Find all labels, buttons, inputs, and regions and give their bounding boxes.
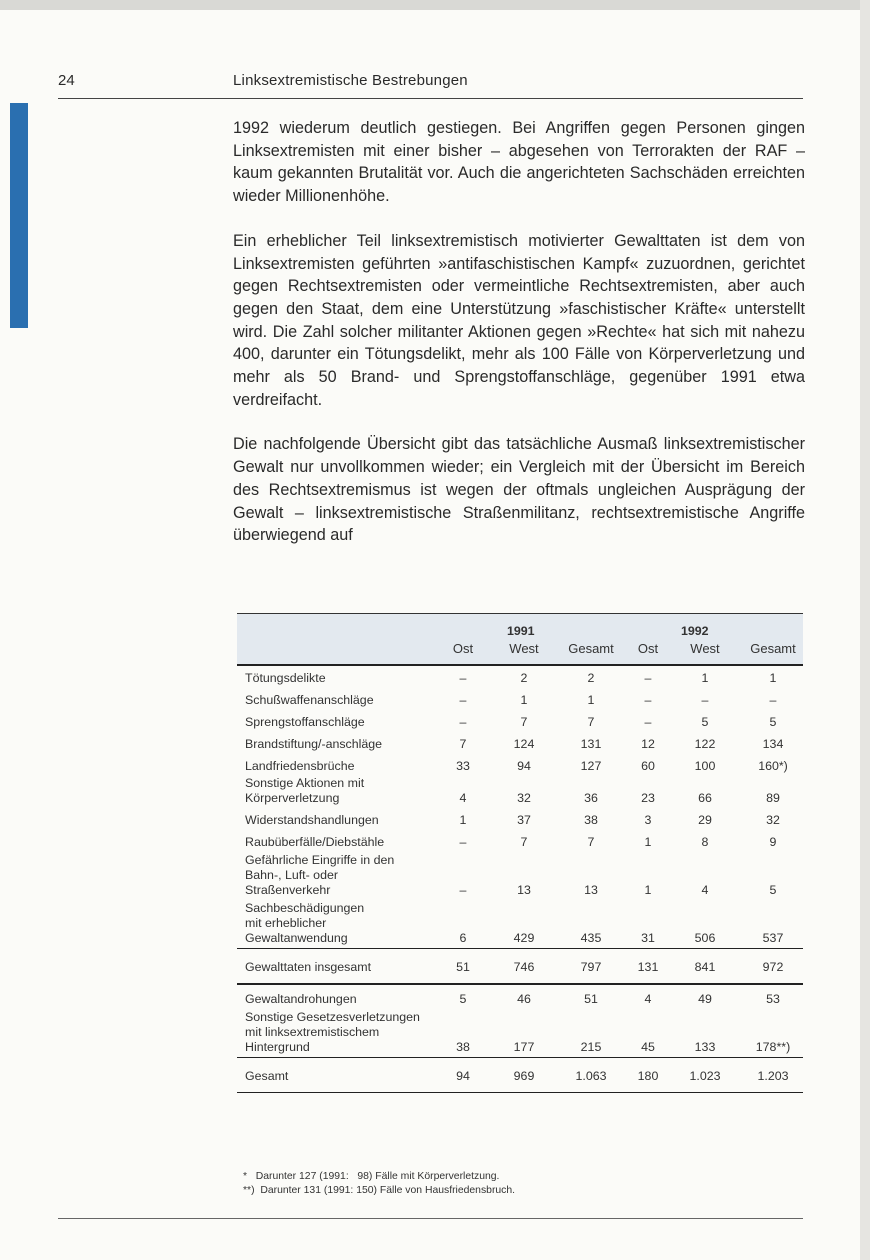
table-cell: 1: [644, 835, 652, 849]
paragraph: Die nachfolgende Übersicht gibt das tatsächliche Ausmaß linksextremistischer Gewalt nur unvollkommen wieder; ein Vergleich mit der Übersicht im Bereich des Rechtsextremismus ist wegen der oftmals ungleichen Ausprägung der Gewalt – linksextremistische Straßenmilitanz, rechtsextremistische Angriffe überwiegend auf: [233, 435, 805, 545]
table-cell: 1.203: [757, 1069, 789, 1083]
table-cell: 7: [587, 715, 595, 729]
table-cell: 45: [641, 1040, 655, 1054]
table-cell: 133: [694, 1040, 716, 1054]
table-cell: –: [644, 671, 652, 685]
column-header: West: [690, 641, 720, 656]
table-cell: 94: [456, 1069, 470, 1083]
column-header: Ost: [637, 641, 659, 656]
table-row: [237, 710, 803, 732]
table-cell: 1: [459, 813, 467, 827]
table-cell: 5: [769, 715, 777, 729]
table-cell: 5: [459, 992, 467, 1006]
table-cell: 122: [694, 737, 716, 751]
body-text: [233, 117, 805, 569]
footnotes: [243, 1170, 515, 1198]
table-body: [237, 666, 803, 1093]
table-cell: 969: [513, 1069, 535, 1083]
table-cell: –: [769, 693, 777, 707]
table-row: [237, 983, 803, 1009]
table-cell: 46: [517, 992, 531, 1006]
table-cell: 1: [701, 671, 709, 685]
column-header: Gesamt: [568, 641, 614, 656]
table-cell: 506: [694, 931, 716, 945]
table-cell: 94: [517, 759, 531, 773]
row-label: Gefährliche Eingriffe in den Bahn-, Luft- oder Straßenverkehr: [245, 853, 395, 897]
table-row: [237, 900, 803, 948]
row-label: Raubüberfälle/Diebstähle: [245, 835, 385, 849]
year-1992-heading: 1992: [681, 624, 709, 638]
column-header: Gesamt: [750, 641, 796, 656]
table-cell: 51: [584, 992, 598, 1006]
table-cell: 4: [701, 883, 709, 897]
table-cell: 4: [644, 992, 652, 1006]
table-cell: 134: [762, 737, 784, 751]
table-cell: 131: [580, 737, 602, 751]
table-cell: 7: [520, 835, 528, 849]
row-label: Gewalttaten insgesamt: [245, 960, 372, 974]
table-cell: 12: [641, 737, 655, 751]
table-cell: 23: [641, 791, 655, 805]
row-label: Sprengstoffanschläge: [245, 715, 365, 729]
row-label: Landfriedensbrüche: [245, 759, 355, 773]
table-row: [237, 754, 803, 776]
table-cell: 537: [762, 931, 784, 945]
table-cell: 100: [694, 759, 716, 773]
chapter-marker-bar: [10, 103, 28, 328]
table-cell: –: [459, 671, 467, 685]
table-cell: 4: [459, 791, 467, 805]
table-cell: 180: [637, 1069, 659, 1083]
paragraph: Ein erheblicher Teil linksextremistisch motivierter Gewalttaten ist dem von Linksextremisten geführten »antifaschistischen Kampf« zuzuordnen, gerichtet gegen Rechtsextremisten oder vermeintliche Rechtsextremisten, aber auch gegen den Staat, dem eine Unterstützung »faschistischer Kräfte« unterstellt wird. Die Zahl solcher militanter Aktionen gegen »Rechte« hat sich mit nahezu 400, darunter ein Tötungsdelikt, mehr als 100 Fälle von Körperverletzung und mehr als 50 Brand- und Sprengstoffanschläge, gegenüber 1991 etwa verdreifacht.: [233, 231, 805, 409]
table-cell: 972: [762, 960, 784, 974]
table-cell: 31: [641, 931, 655, 945]
table-cell: 1: [520, 693, 528, 707]
table-cell: 36: [584, 791, 598, 805]
table-cell: 51: [456, 960, 470, 974]
table-cell: 2: [520, 671, 528, 685]
table-cell: 7: [587, 835, 595, 849]
table-cell: –: [459, 693, 467, 707]
table-cell: 38: [456, 1040, 470, 1054]
table-header: [237, 613, 803, 666]
table-cell: 124: [513, 737, 535, 751]
footnote: * Darunter 127 (1991: 98) Fälle mit Körperverletzung.: [243, 1171, 500, 1182]
table-cell: 13: [517, 883, 531, 897]
year-1991-heading: 1991: [507, 624, 535, 638]
table-cell: 127: [580, 759, 602, 773]
row-label: Gesamt: [245, 1069, 289, 1083]
row-label: Widerstandshandlungen: [245, 813, 379, 827]
table-cell: 33: [456, 759, 470, 773]
table-cell: 7: [520, 715, 528, 729]
table-cell: 178**): [755, 1040, 791, 1054]
table-row: [237, 666, 803, 688]
table-cell: 1.063: [575, 1069, 607, 1083]
table-cell: 435: [580, 931, 602, 945]
table-cell: 5: [769, 883, 777, 897]
table-cell: 131: [637, 960, 659, 974]
row-label: Brandstiftung/-anschläge: [245, 737, 383, 751]
table-cell: 37: [517, 813, 531, 827]
table-cell: 89: [766, 791, 780, 805]
table-cell: –: [701, 693, 709, 707]
table-cell: –: [459, 883, 467, 897]
table-cell: 1.023: [689, 1069, 721, 1083]
table-cell: 13: [584, 883, 598, 897]
table-row: [237, 688, 803, 710]
table-cell: 66: [698, 791, 712, 805]
table-cell: 32: [766, 813, 780, 827]
table-cell: 797: [580, 960, 602, 974]
row-label: Schußwaffenanschläge: [245, 693, 374, 707]
table-cell: 160*): [758, 759, 788, 773]
table-bottom-rule: [237, 1092, 803, 1093]
table-cell: 1: [644, 883, 652, 897]
table-row: [237, 776, 803, 808]
table-cell: 5: [701, 715, 709, 729]
table-cell: 746: [513, 960, 535, 974]
table-row: [237, 1009, 803, 1057]
column-header: Ost: [452, 641, 474, 656]
table-row: [237, 830, 803, 852]
footnote: **) Darunter 131 (1991: 150) Fälle von Hausfriedensbruch.: [243, 1185, 516, 1196]
running-title: Linksextremistische Bestrebungen: [233, 72, 468, 89]
column-header: West: [509, 641, 539, 656]
row-label: Gewaltandrohungen: [245, 992, 357, 1006]
table-cell: –: [459, 715, 467, 729]
table-cell: 429: [513, 931, 535, 945]
footer-rule: [58, 1218, 803, 1219]
table-cell: 29: [698, 813, 712, 827]
table-cell: 215: [580, 1040, 602, 1054]
table-cell: 53: [766, 992, 780, 1006]
scan-right-edge: [860, 0, 870, 1260]
row-label: Sonstige Gesetzesverletzungen mit linksextremistischem Hintergrund: [245, 1010, 420, 1054]
table-cell: 6: [459, 931, 467, 945]
table-cell: 9: [769, 835, 777, 849]
table-cell: 1: [587, 693, 595, 707]
table-cell: 841: [694, 960, 716, 974]
table-cell: 7: [459, 737, 467, 751]
page-number: 24: [58, 72, 75, 89]
table-cell: 2: [587, 671, 595, 685]
table-cell: –: [459, 835, 467, 849]
table-cell: 60: [641, 759, 655, 773]
header-rule: [58, 98, 803, 99]
table-cell: –: [644, 693, 652, 707]
table-cell: 8: [701, 835, 709, 849]
table-row: [237, 1057, 803, 1092]
table-cell: 1: [769, 671, 777, 685]
table-cell: 32: [517, 791, 531, 805]
table-row: [237, 732, 803, 754]
table-cell: 3: [644, 813, 652, 827]
table-row: [237, 808, 803, 830]
table-row: [237, 852, 803, 900]
violence-statistics-table: [237, 613, 803, 1093]
table-row: [237, 948, 803, 983]
row-label: Sonstige Aktionen mit Körperverletzung: [245, 776, 365, 805]
table-cell: 49: [698, 992, 712, 1006]
table-cell: 38: [584, 813, 598, 827]
row-label: Tötungsdelikte: [245, 671, 326, 685]
table-cell: 177: [513, 1040, 535, 1054]
table-cell: –: [644, 715, 652, 729]
row-label: Sachbeschädigungen mit erheblicher Gewaltanwendung: [245, 901, 365, 945]
paragraph: 1992 wiederum deutlich gestiegen. Bei Angriffen gegen Personen gingen Linksextremisten mit einer bisher – abgesehen von Terrorakten der RAF – kaum gekannten Brutalität vor. Auch die angerichteten Sachschäden erreichten wieder Millionenhöhe.: [233, 119, 805, 206]
